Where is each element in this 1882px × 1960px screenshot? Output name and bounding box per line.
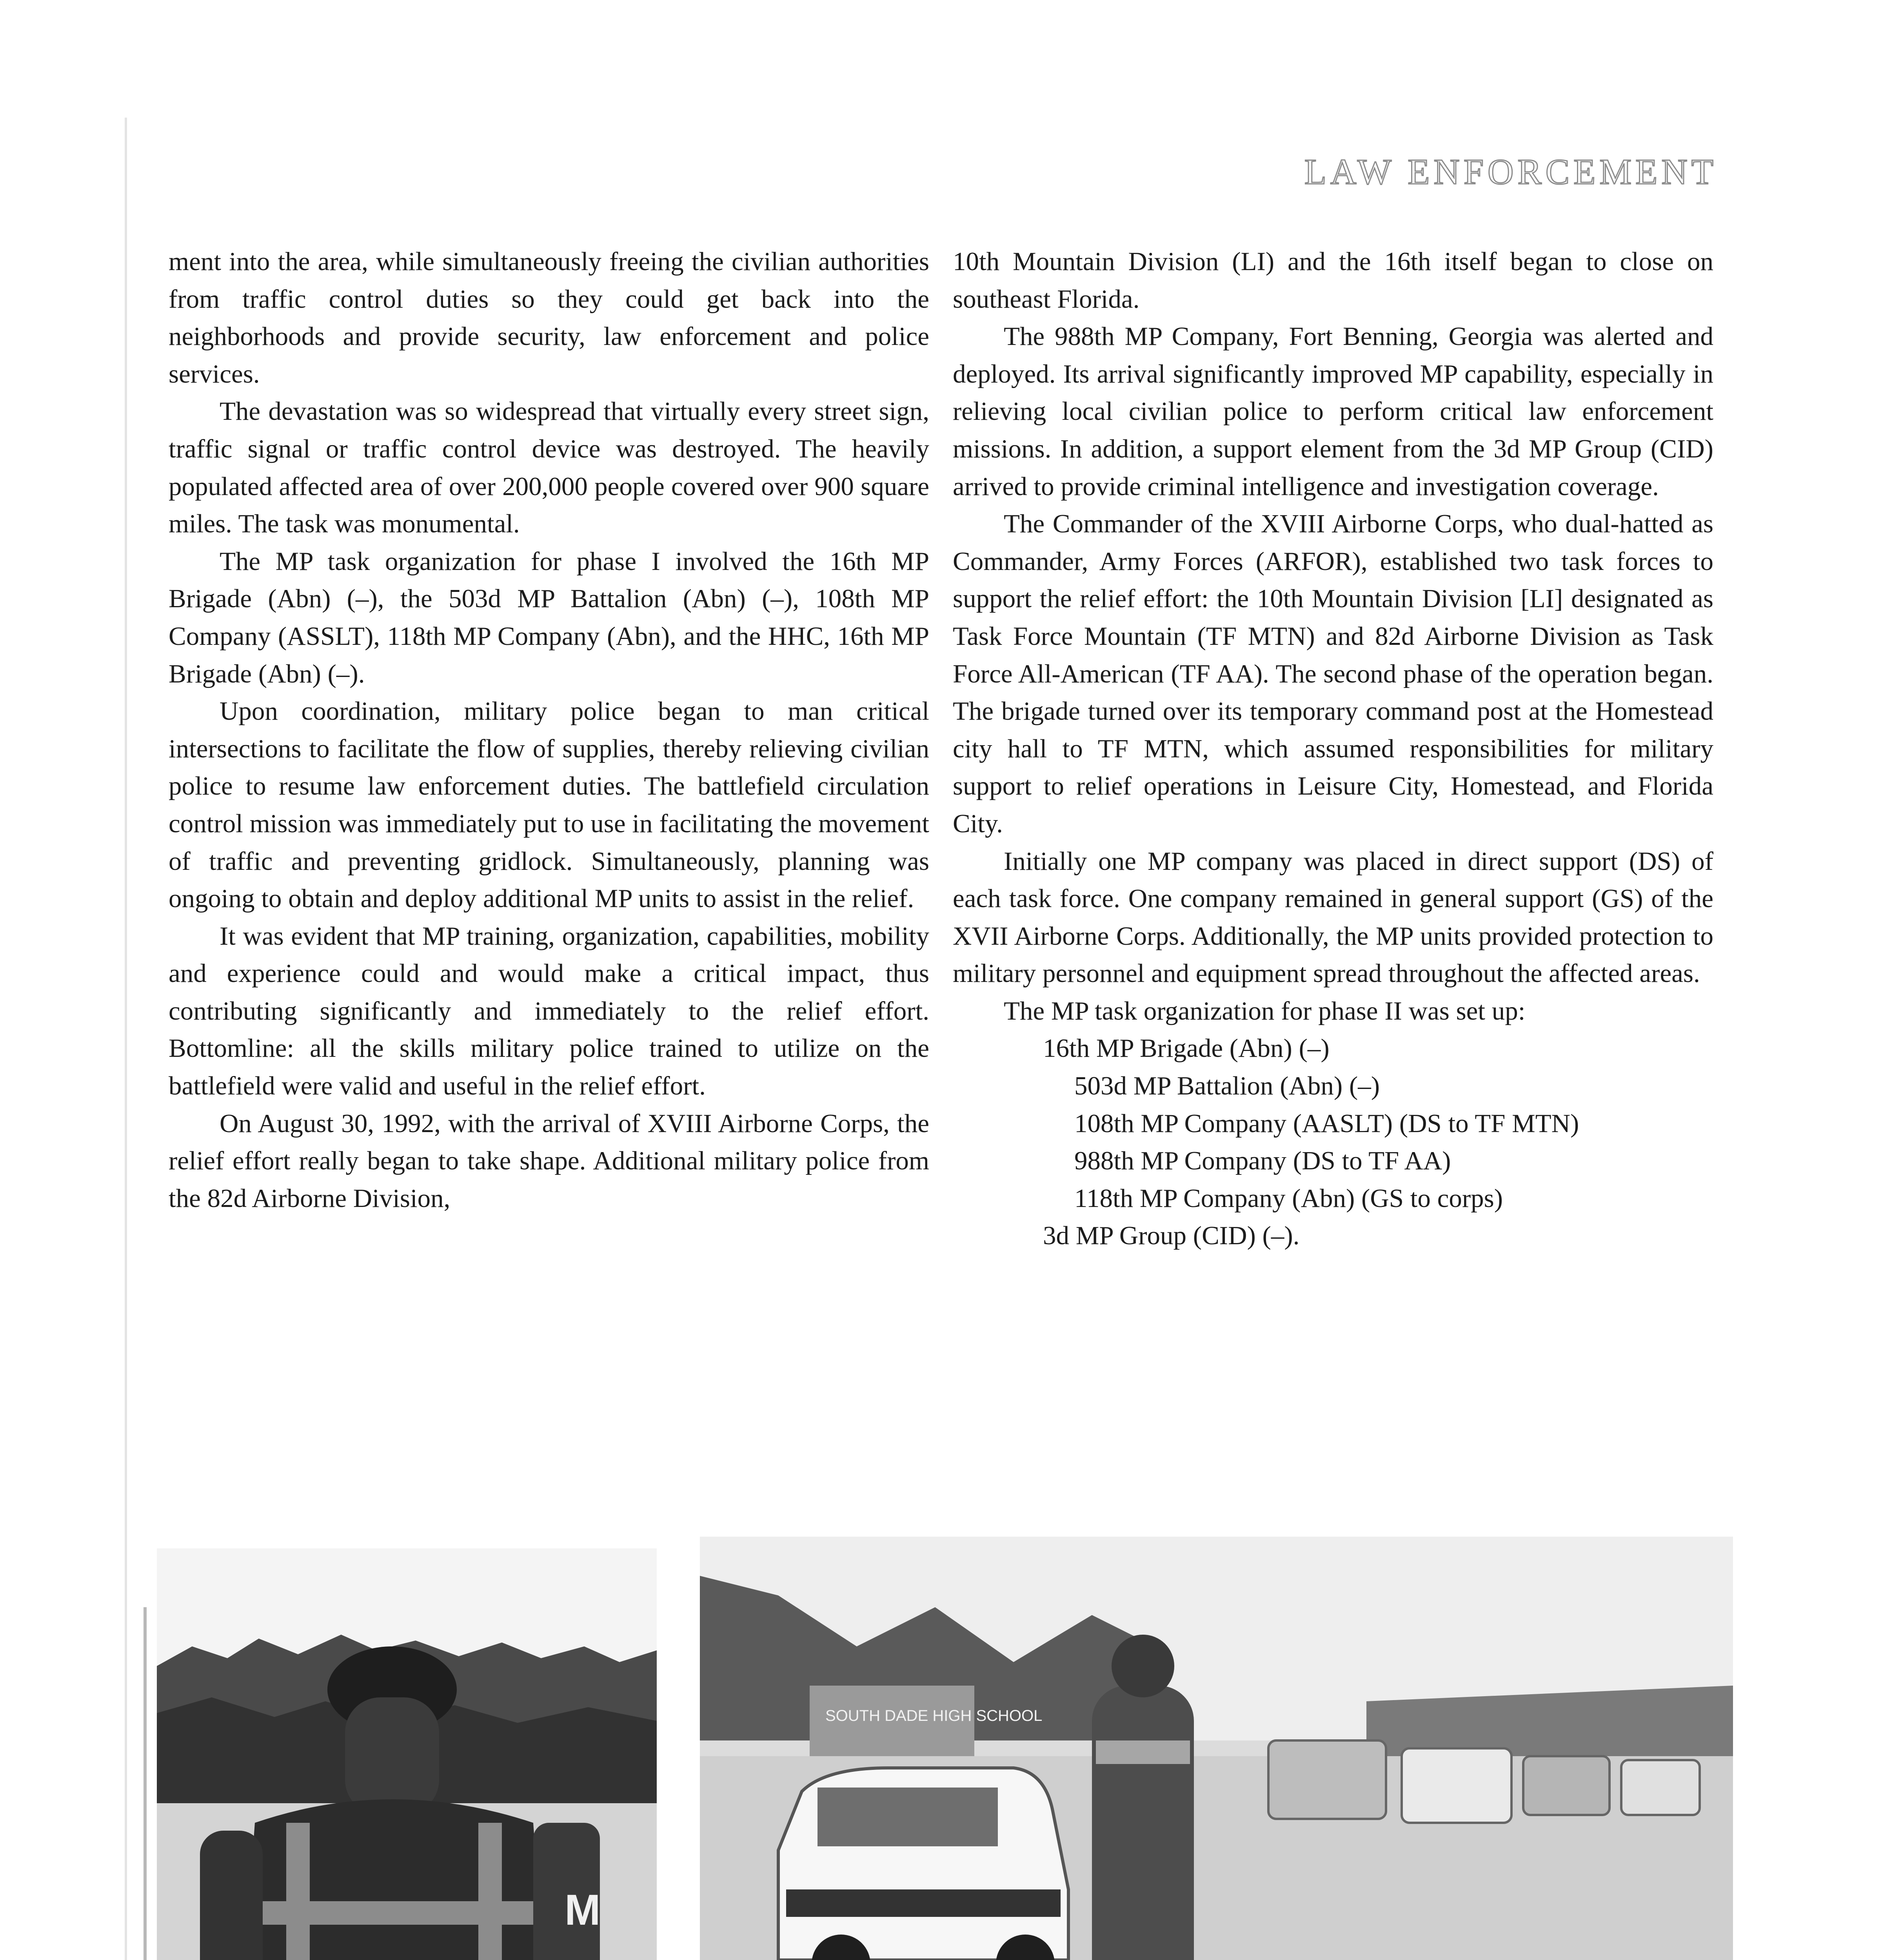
article-paragraph: The Commander of the XVIII Airborne Corps, who dual-hatted as Commander, Army Forces (ARFOR), established two task forces to support the relief effort: the 10th Mountain Division [LI] designated as Task Force Mountain (TF MTN) and 82d Airborne Division as Task Force All-American (TF AA). The second phase of the operation began. The brigade turned over its temporary command post at the Homestead city hall to TF MTN, which assumed responsibilities for military support to relief operations in Leisure City, Homestead, and Florida City.	[953, 509, 1713, 838]
article-paragraph: The 988th MP Company, Fort Benning, Georgia was alerted and deployed. Its arrival significantly improved MP capability, especially in relieving local civilian police to perform critical law enforcement missions. In addition, a support element from the 3d MP Group (CID) arrived to provide criminal intelligence and investigation coverage.	[953, 322, 1713, 501]
task-organization-item: 503d MP Battalion (Abn) (–)	[1074, 1071, 1380, 1101]
section-header: LAW ENFORCEMENT	[1304, 152, 1717, 192]
photo-mp-downtown-homestead-image	[157, 1548, 657, 1960]
article-left-column	[169, 243, 929, 1217]
task-organization-item: 108th MP Company (AASLT) (DS to TF MTN)	[1074, 1109, 1579, 1138]
article-paragraph: On August 30, 1992, with the arrival of XVIII Airborne Corps, the relief effort really began to take shape. Additional military police from the 82d Airborne Division,	[169, 1109, 929, 1213]
photo-traffic-homestead-high-school-image	[700, 1537, 1733, 1960]
task-organization-list	[953, 993, 1713, 1255]
task-organization-item: 3d MP Group (CID) (–).	[1043, 1221, 1300, 1250]
vest-letter: M	[565, 1886, 601, 1934]
photo-mp-downtown-homestead	[157, 1548, 657, 1960]
article-right-column	[953, 243, 1713, 1255]
page-binding-edge	[125, 118, 127, 1960]
article-paragraph: The MP task organization for phase I involved the 16th MP Brigade (Abn) (–), the 503d MP Battalion (Abn) (–), 108th MP Company (ASSLT), 118th MP Company (Abn), and the HHC, 16th MP Brigade (Abn) (–).	[169, 546, 929, 688]
task-organization-item: 16th MP Brigade (Abn) (–)	[1043, 1034, 1330, 1063]
task-organization-item: 988th MP Company (DS to TF AA)	[1074, 1146, 1451, 1176]
article-paragraph: The devastation was so widespread that virtually every street sign, traffic signal or traffic control device was destroyed. The heavily populated affected area of over 200,000 people covered over 900 square miles. The task was monumental.	[169, 397, 929, 539]
article-paragraph: ment into the area, while simultaneously freeing the civilian authorities from traffic control duties so they could get back into the neighborhoods and provide security, law enforcement and police services.	[169, 247, 929, 388]
photo-traffic-homestead-high-school	[700, 1537, 1733, 1960]
article-paragraph: 10th Mountain Division (LI) and the 16th itself began to close on southeast Florida.	[953, 247, 1713, 314]
article-paragraph: It was evident that MP training, organization, capabilities, mobility and experience could and would make a critical impact, thus contributing significantly and immediately to the relief effort. Bottomline: all the skills military police trained to utilize on the battlefield were valid and useful in the relief effort.	[169, 921, 929, 1101]
page-binding-shadow	[144, 1607, 147, 1960]
task-organization-item: 118th MP Company (Abn) (GS to corps)	[1074, 1183, 1503, 1213]
task-organization-intro: The MP task organization for phase II was set up:	[1004, 996, 1526, 1025]
article-paragraph: Initially one MP company was placed in direct support (DS) of each task force. One company remained in general support (GS) of the XVII Airborne Corps. Additionally, the MP units provided protection to military personnel and equipment spread throughout the affected areas.	[953, 846, 1713, 988]
article-paragraph: Upon coordination, military police began to man critical intersections to facilitate the flow of supplies, thereby relieving civilian police to resume law enforcement duties. The battlefield circulation control mission was immediately put to use in facilitating the movement of traffic and preventing gridlock. Simultaneously, planning was ongoing to obtain and deploy additional MP units to assist in the relief.	[169, 697, 929, 913]
school-sign-text: SOUTH DADE HIGH SCHOOL	[825, 1707, 1043, 1724]
